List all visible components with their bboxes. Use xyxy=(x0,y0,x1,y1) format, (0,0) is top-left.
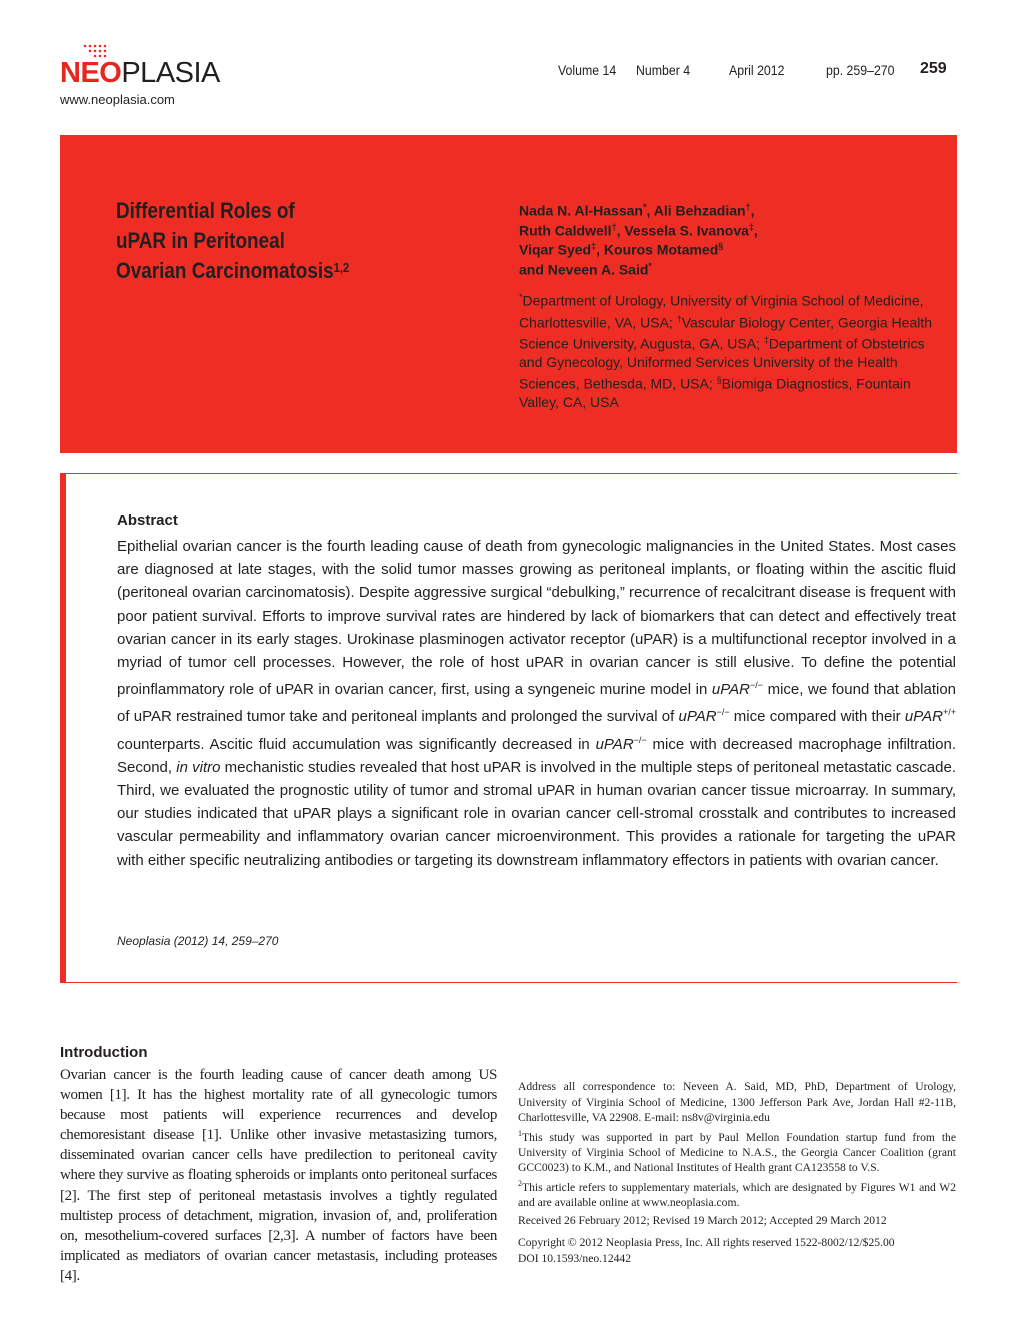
journal-url-link[interactable]: www.neoplasia.com xyxy=(60,92,175,107)
issue-number-label: Number 4 xyxy=(636,62,691,78)
footnote-2 xyxy=(518,1176,956,1211)
title-line-2: uPAR in Peritoneal xyxy=(116,228,285,253)
title-line-1: Differential Roles of xyxy=(116,198,295,223)
abstract-heading: Abstract xyxy=(117,512,178,529)
affiliation-mark: § xyxy=(716,374,722,385)
author-mark: † xyxy=(745,202,751,212)
affiliation-mark: * xyxy=(519,292,523,302)
gene-name: uPAR xyxy=(711,681,750,699)
page-number: 259 xyxy=(920,60,947,77)
author-name: and Neveen A. Said xyxy=(519,261,649,278)
page-range-label: pp. 259–270 xyxy=(826,62,895,78)
logo-neo-text: NEO xyxy=(60,57,122,89)
affiliation-mark: ‡ xyxy=(763,335,769,346)
abstract-text: mice compared with their xyxy=(729,708,905,726)
genotype-sup: −/− xyxy=(716,707,730,718)
issue-date-label: April 2012 xyxy=(729,62,785,78)
author-separator: , xyxy=(753,222,758,239)
author-separator: , xyxy=(646,202,654,219)
footnotes xyxy=(518,1079,956,1266)
author-name: Ruth Caldwell xyxy=(519,222,612,239)
title-line-3-text: Ovarian Carcinomatosis xyxy=(116,258,334,283)
author-name: Kouros Motamed xyxy=(603,241,719,258)
introduction-heading: Introduction xyxy=(60,1044,148,1061)
author-list xyxy=(519,199,939,278)
author-mark: ‡ xyxy=(591,241,597,252)
author-mark: † xyxy=(611,221,617,232)
author-mark: * xyxy=(648,260,652,271)
gene-name: uPAR xyxy=(904,708,943,726)
abstract-bottom-rule xyxy=(60,982,957,983)
introduction-body: Ovarian cancer is the fourth leading cause of cancer death among US women [1]. It has the highest mortality rate of all gynecologic tumors because most patients will experience recurrences and develop chemoresistant disease [1]. Unlike other invasive metastasizing tumors, disseminated ovarian cancer cells have predilection to peritoneal cavity where they survive as floating spheroids or implants onto peritoneal surfaces [2]. The first step of peritoneal metastasis involves a tightly regulated multistep process of detachment, migration, invasion of, and, proliferation on, mesothelium-covered surfaces [2,3]. A number of factors have been implicated as mediators of ovarian cancer metastasis, including proteases [4]. xyxy=(60,1067,497,1284)
abstract-body xyxy=(117,535,956,872)
genotype-sup: +/+ xyxy=(942,707,956,718)
author-name: Vessela S. Ivanova xyxy=(624,222,749,239)
journal-logo[interactable] xyxy=(60,58,220,88)
affiliation-text: Department of Obstetrics and Gynecology, Uniformed Services University of the Health Sciences, Bethesda, MD, USA; xyxy=(519,335,925,392)
author-line xyxy=(519,199,939,219)
author-mark: § xyxy=(718,241,724,252)
logo-wordmark xyxy=(60,58,220,88)
author-name: Viqar Syed xyxy=(519,241,592,258)
author-mark: * xyxy=(642,202,647,212)
footnote-1 xyxy=(518,1126,956,1176)
abstract-citation: Neoplasia (2012) 14, 259–270 xyxy=(117,934,279,948)
copyright-note: Copyright © 2012 Neoplasia Press, Inc. All rights reserved 1522-8002/12/$25.00 xyxy=(518,1236,895,1250)
abstract-text: mice with decreased macrophage infiltration. Second, xyxy=(117,735,956,776)
author-line xyxy=(519,238,939,258)
gene-name: uPAR xyxy=(678,708,717,726)
author-separator: , xyxy=(750,202,755,219)
abstract-text: Epithelial ovarian cancer is the fourth leading cause of death from gynecologic malignancies in the United States. Most cases are diagnosed at late stages, with the solid tumor masses growing as peritoneal implants, or floating within the ascitic fluid (peritoneal ovarian carcinomatosis). Despite aggressive surgical “debulking,” recurrence of recalcitrant disease is frequent with poor patient survival. Efforts to improve survival rates are hindered by lack of biomarkers that can detect and effectively treat ovarian cancer in its early stages. Urokinase plasminogen activator receptor (uPAR) is a multifunctional receptor involved in a myriad of tumor cell processes. However, the role of host uPAR in ovarian cancer is still elusive. To define the potential proinflammatory role of uPAR in ovarian cancer, first, using a syngeneic murine model in xyxy=(117,538,956,699)
author-name: Ali Behzadian xyxy=(653,202,746,219)
article-title xyxy=(116,196,374,286)
in-vitro-term: in vitro xyxy=(176,758,221,776)
author-line xyxy=(519,258,939,278)
abstract-text: counterparts. Ascitic fluid accumulation was significantly decreased in xyxy=(117,735,596,753)
abstract-text: mice, we found that ablation of uPAR restrained tumor take and peritoneal implants and prolonged the survival of xyxy=(117,681,956,726)
received-dates: Received 26 February 2012; Revised 19 March 2012; Accepted 29 March 2012 xyxy=(518,1213,887,1227)
author-line xyxy=(519,219,939,239)
abstract-top-rule xyxy=(60,473,957,474)
author-separator: , xyxy=(596,241,604,258)
footnote-mark: 2 xyxy=(518,1178,522,1188)
author-mark: ‡ xyxy=(748,221,754,232)
footnote-mark: 1 xyxy=(518,1128,522,1138)
affiliations xyxy=(519,288,939,411)
doi-note[interactable]: DOI 10.1593/neo.12442 xyxy=(518,1251,632,1265)
correspondence-note: Address all correspondence to: Neveen A. Said, MD, PhD, Department of Urology, University of Virginia School of Medicine, 1300 Jefferson Park Ave, Jordan Hall #2-11B, Charlottesville, VA 22908. E-mail: ns8v@virginia.edu xyxy=(518,1080,956,1124)
title-footnote-marks: 1,2 xyxy=(333,260,350,275)
logo-dots-icon xyxy=(82,44,112,58)
logo-plasia-text: PLASIA xyxy=(121,57,220,89)
genotype-sup: −/− xyxy=(749,680,763,691)
genotype-sup: −/− xyxy=(633,734,647,745)
footnote-text: This study was supported in part by Paul Mellon Foundation startup fund from the University of Virginia School of Medicine to N.A.S., the Georgia Cancer Coalition (grant GCC0023) to K.M., and National Institutes of Health grant CA123558 to V.S. xyxy=(518,1130,956,1175)
abstract-side-bar xyxy=(60,473,66,983)
abstract-text: mechanistic studies revealed that host uPAR is involved in the multiple steps of peritoneal metastatic cascade. Third, we evaluated the prognostic utility of tumor and stromal uPAR in human ovarian cancer tissue microarray. In summary, our studies indicated that uPAR plays a significant role in ovarian cancer cell-stromal crosstalk and contributes to increased vascular permeability and inflammatory ovarian cancer microenvironment. This provides a rationale for targeting the uPAR with either specific neutralizing antibodies or targeting its downstream inflammatory effectors in patients with ovarian cancer. xyxy=(117,758,957,869)
footnote-text: This article refers to supplementary materials, which are designated by Figures W1 and W2 and are available online at www.neoplasia.com. xyxy=(518,1180,956,1210)
author-name: Nada N. Al-Hassan xyxy=(519,202,643,219)
affiliation-text: Biomiga Diagnostics, Fountain Valley, CA, USA xyxy=(519,375,911,410)
gene-name: uPAR xyxy=(595,735,634,753)
affiliation-mark: † xyxy=(676,313,682,324)
affiliation-text: Vascular Biology Center, Georgia Health Science University, Augusta, GA, USA; xyxy=(519,314,933,352)
volume-label: Volume 14 xyxy=(558,62,617,78)
title-line-3 xyxy=(116,256,374,286)
affiliation-text: Department of Urology, University of Virginia School of Medicine, Charlottesville, VA, USA; xyxy=(519,292,924,331)
author-separator: , xyxy=(616,222,625,239)
